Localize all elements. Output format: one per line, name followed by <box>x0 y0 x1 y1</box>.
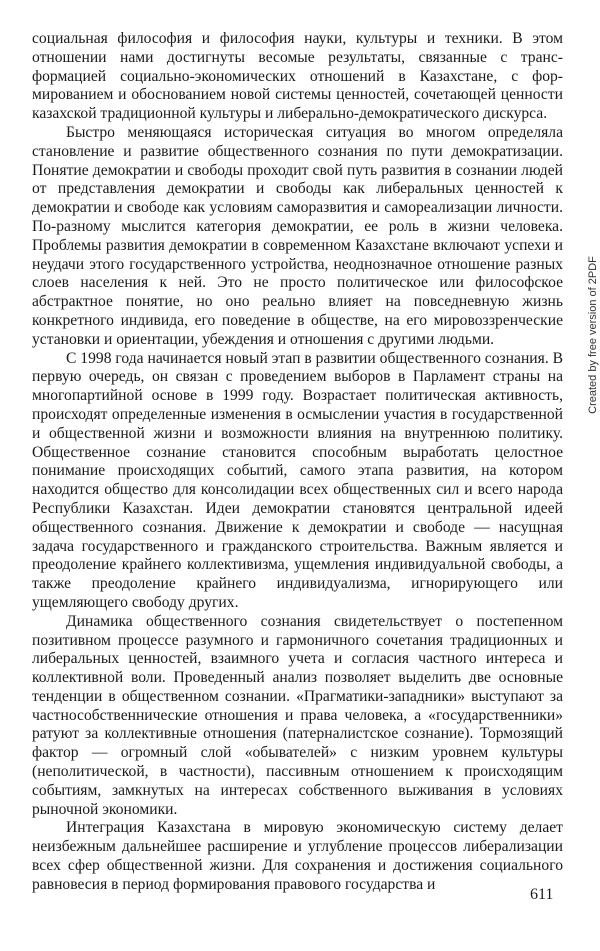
paragraph-2: Быстро меняющаяся историческая ситуация во многом определяла становление и развитие общественного сознания по пути демократизации. Понятие демократии и свободы проходит свой путь развития в сознании людей от представления демократии и свободы как либеральных ценностей к демократии и свободе как условиям саморазвития и самореализации личности. По-разному мыслится категория демократии, ее роль в жизни человека. Проблемы развития демократии в современном Казахстане включают успехи и неудачи этого государственного устройства, неоднозначное отношение разных слоев населения к ней. Это не просто политическое или философское абстрактное понятие, но оно реально влияет на повседневную жизнь конкретного индивида, его поведение в обществе, на его мировоззренческие установки и ориентации, убеждения и отношения с другими людьми. <box>32 123 563 348</box>
watermark <box>583 210 600 460</box>
page-number: 611 <box>530 886 554 903</box>
paragraph-4: Динамика общественного сознания свидетельствует о постепенном позитивном процессе разумного и гармоничного сочетания традиционных и либеральных ценностей, взаимного учета и согласия частного интереса и коллективной воли. Проведенный анализ позволяет выделить две основные тенденции в общественном сознании. «Прагматики-западники» выступают за частнособственнические отношения и права человека, а «государственники» ратуют за коллективные отношения (патерналистское сознание). Тормозящий фактор — огромный слой «обывателей» с низким уровнем культуры (неполитической, в частности), пассивным отношением к происходящим событиям, замкнутых на интересах собственного выживания в условиях рыночной экономики. <box>32 612 563 818</box>
watermark-text: Created by free version of 2PDF <box>587 256 599 414</box>
paragraph-3: С 1998 года начинается новый этап в развитии общественного сознания. В первую очередь, он связан с проведением выборов в Парламент страны на многопартийной основе в 1999 году. Возрастает политическая активность, происходят определенные изменения в осмыслении участия в государственной и общественной жизни и возможности влияния на внутреннюю политику. Общественное сознание становится способным выработать целостное понимание происходящих событий, самого этапа развития, на котором находится общество для консолидации всех общественных сил и всего народа Республики Казахстан. Идеи демократии становятся центральной идеей общественного сознания. Движение к демократии и свободе — насущная задача государственного и гражданского строительства. Важным является и преодоление крайнего коллективизма, ущемления индивидуальной свободы, а также преодоление крайнего индивидуализма, игнорирующего или ущемляющего свободу других. <box>32 349 564 611</box>
page-body <box>32 30 563 895</box>
paragraph-5: Интеграция Казахстана в мировую экономическую систему делает неизбежным дальнейшее расширение и углубление процессов либерализации всех сфер общественной жизни. Для сохранения и достижения социального равновесия в период формирования правового государства и <box>32 819 563 893</box>
paragraph-1: социальная философия и философия науки, культуры и техники. В этом отношении нами достигнуты весомые результаты, связанные с трансформацией социально-экономических отношений в Казахстане, с формированием и обоснованием новой системы ценностей, сочетающей ценности казахской традиционной культуры и либерально-демократического дискурса. <box>32 30 563 123</box>
